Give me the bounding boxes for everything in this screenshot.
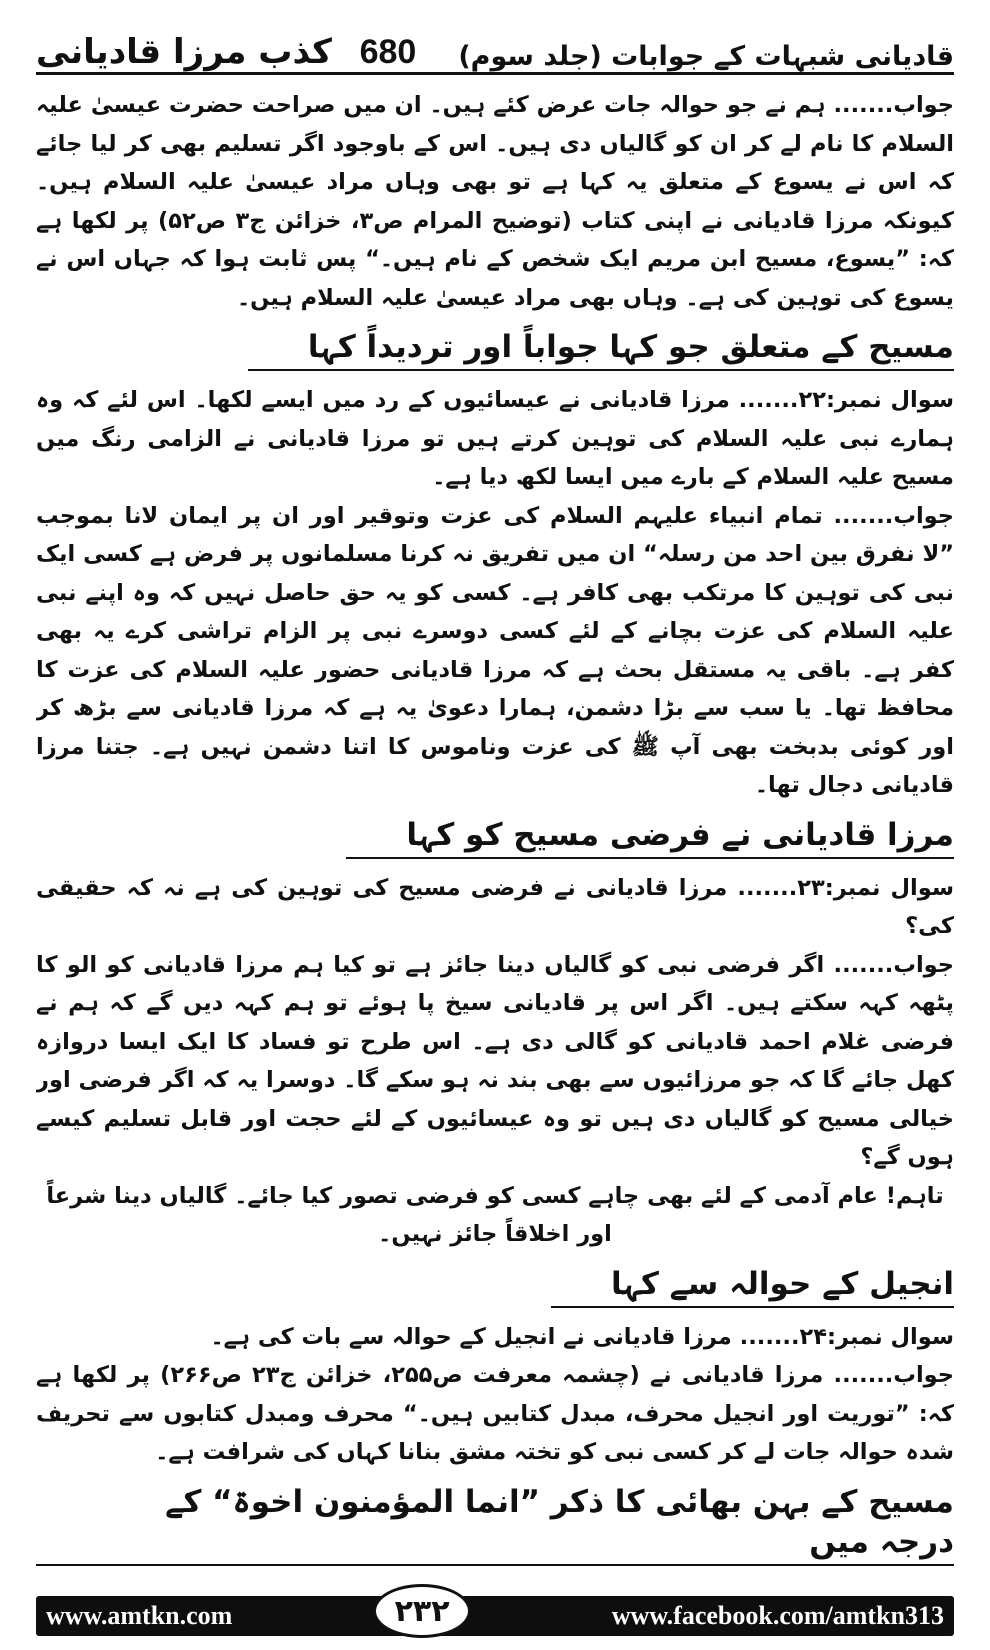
- question-24: سوال نمبر:۲۴....... مرزا قادیانی نے انجیل کے حوالہ سے بات کی ہے۔: [210, 1323, 954, 1350]
- page-footer: [36, 1593, 954, 1636]
- book-page-number: 680: [359, 33, 417, 71]
- section-heading-2: مرزا قادیانی نے فرضی مسیح کو کہا: [346, 809, 954, 859]
- section-heading-1: مسیح کے متعلق جو کہا جواباً اور تردیداً کہا: [248, 321, 954, 371]
- question-22: سوال نمبر:۲۲....... مرزا قادیانی نے عیسائیوں کے رد میں ایسے لکھا۔ اس لئے کہ وہ ہمارے نبی علیہ السلام کی توہین کرتے ہیں تو مرزا قادیانی نے الزامی رنگ میں مسیح علیہ السلام کے بارے میں ایسا لکھ دیا ہے۔: [36, 387, 954, 490]
- page-header: [36, 18, 954, 75]
- footer-page-number: ۲۳۲: [373, 1584, 471, 1638]
- answer-23-note: تاہم! عام آدمی کے لئے بھی چاہے کسی کو فرضی تصور کیا جائے۔ گالیاں دینا شرعاً اور اخلاقاً جائز نہیں۔: [46, 1182, 944, 1247]
- book-title: کذب مرزا قادیانی: [36, 32, 332, 72]
- facebook-link[interactable]: www.facebook.com/amtkn313: [611, 1601, 944, 1630]
- answer-22: جواب....... تمام انبیاء علیہم السلام کی عزت وتوقیر اور ان پر ایمان لانا بموجب ”لا نفرق بین احد من رسلہ“ ان میں تفریق نہ کرنا مسلمانوں پر فرض ہے کسی ایک نبی کی توہین کا مرتکب بھی کافر ہے۔ کسی کو یہ حق حاصل نہیں کہ وہ اپنے نبی علیہ السلام کی عزت بچانے کے لئے کسی دوسرے نبی پر الزام تراشی کرے یہ بھی کفر ہے۔ باقی یہ مستقل بحث ہے کہ مرزا قادیانی حضور علیہ السلام کی عزت کا محافظ تھا۔ یا سب سے بڑا دشمن، ہمارا دعویٰ یہ ہے کہ مرزا قادیانی سے بڑھ کر اور کوئی بدبخت بھی آپ ﷺ کی عزت وناموس کا اتنا دشمن نہیں ہے۔ جتنا مرزا قادیانی دجال تھا۔: [36, 502, 954, 798]
- page-body: [36, 86, 954, 1574]
- website-link[interactable]: www.amtkn.com: [46, 1601, 233, 1630]
- section-heading-4: مسیح کے بہن بھائی کا ذکر ”انما المؤمنون اخوۃ“ کے درجہ میں: [36, 1476, 954, 1566]
- answer-23: جواب....... اگر فرضی نبی کو گالیاں دینا جائز ہے تو کیا ہم مرزا قادیانی کو الو کا پٹھہ کہہ سکتے ہیں۔ اگر اس پر قادیانی سیخ پا ہوئے تو ہم کہہ دیں گے کہ ہم نے فرضی غلام احمد قادیانی کو گالی دی ہے۔ اس طرح تو فساد کا ایک ایسا دروازہ کھل جائے گا کہ جو مرزائیوں سے بھی بند نہ ہو سکے گا۔ دوسرا یہ کہ اگر فرضی اور خیالی مسیح کو گالیاں دی ہیں تو وہ عیسائیوں کے لئے حجت اور قابل تسلیم کیسے ہوں گے؟: [36, 951, 954, 1170]
- question-23: سوال نمبر:۲۳....... مرزا قادیانی نے فرضی مسیح کی توہین کی ہے نہ کہ حقیقی کی؟: [36, 874, 954, 939]
- answer-24: جواب....... مرزا قادیانی نے (چشمہ معرفت ص۲۵۵، خزائن ج۲۳ ص۲۶۶) پر لکھا ہے کہ: ”توریت اور انجیل محرف، مبدل کتابیں ہیں۔“ محرف ومبدل کتابوں سے تحریف شدہ حوالہ جات لے کر کسی نبی کو تختہ مشق بنانا کہاں کی شرافت ہے۔: [36, 1362, 954, 1465]
- section-heading-3: انجیل کے حوالہ سے کہا: [551, 1258, 954, 1308]
- series-title: قادیانی شبہات کے جوابات (جلد سوم): [458, 41, 954, 72]
- answer-paragraph-intro: جواب....... ہم نے جو حوالہ جات عرض کئے ہیں۔ ان میں صراحت حضرت عیسیٰ علیہ السلام کا نام لے کر ان کو گالیاں دی ہیں۔ اس کے باوجود اگر تسلیم بھی کر لیا جائے کہ اس نے یسوع کے متعلق یہ کہا ہے تو بھی وہاں مراد عیسیٰ علیہ السلام ہیں۔ کیونکہ مرزا قادیانی نے اپنی کتاب (توضیح المرام ص۳، خزائن ج۳ ص۵۲) پر لکھا ہے کہ: ”یسوع، مسیح ابن مریم ایک شخص کے نام ہیں۔“ پس ثابت ہوا کہ جہاں اس نے یسوع کی توہین کی ہے۔ وہاں بھی مراد عیسیٰ علیہ السلام ہیں۔: [36, 92, 954, 311]
